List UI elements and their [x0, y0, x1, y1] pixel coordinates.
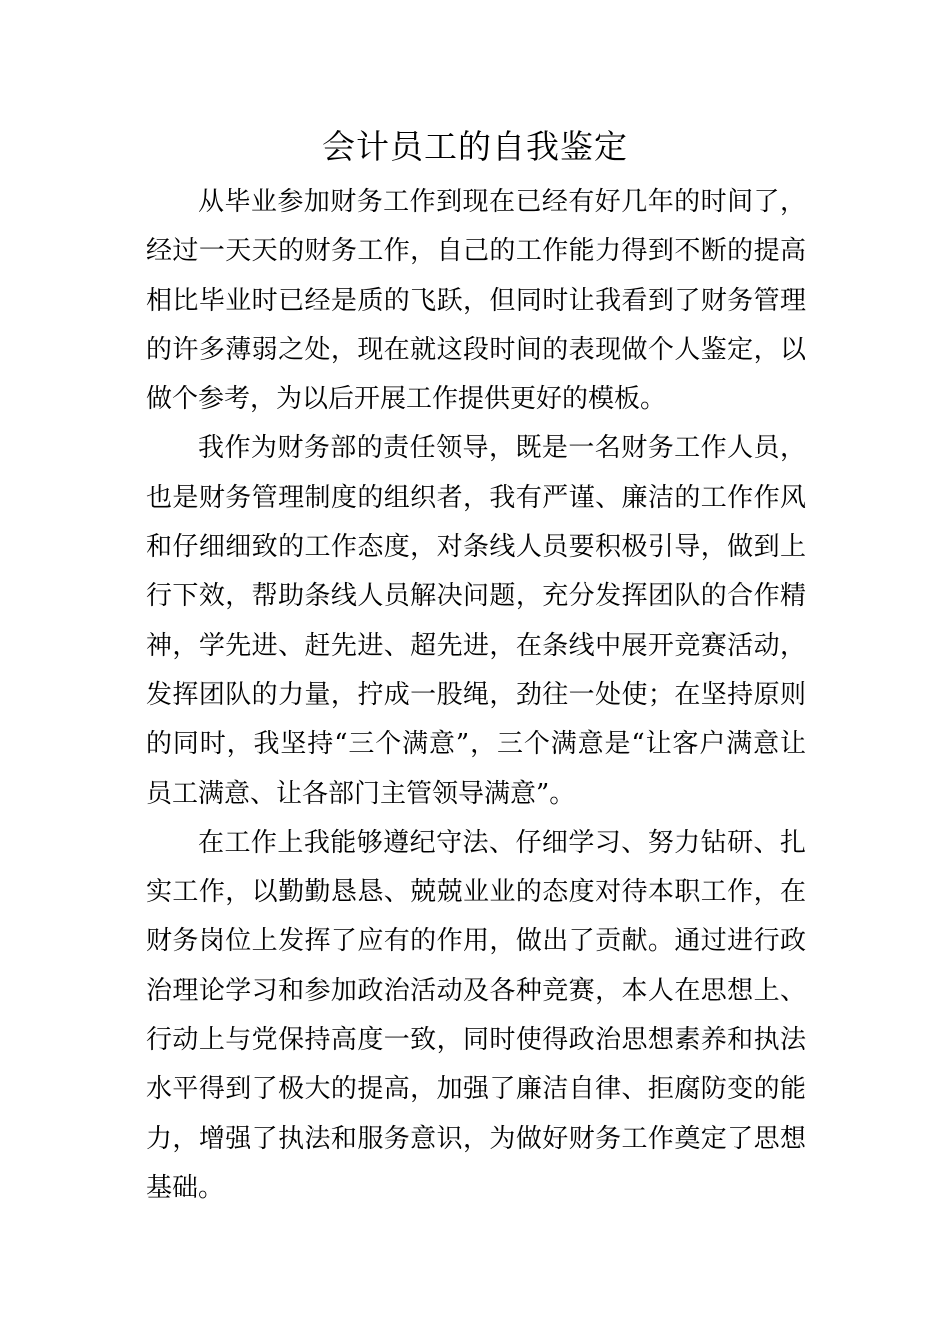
document-title: 会计员工的自我鉴定 [322, 127, 628, 166]
paragraph-2: 我作为财务部的责任领导，既是一名财务工作人员，也是财务管理制度的组织者，我有严谨、廉洁的工作作风和仔细细致的工作态度，对条线人员要积极引导，做到上行下效，帮助条线人员解决问题，充分发挥团队的合作精神，学先进、赶先进、超先进，在条线中展开竞赛活动，发挥团队的力量，拧成一股绳，劲往一处使；在坚持原则的同时，我坚持“三个满意”，三个满意是“让客户满意让员工满意、让各部门主管领导满意”。 [146, 433, 806, 809]
paragraph-1: 从毕业参加财务工作到现在已经有好几年的时间了，经过一天天的财务工作，自己的工作能力得到不断的提高相比毕业时已经是质的飞跃，但同时让我看到了财务管理的许多薄弱之处，现在就这段时间的表现做个人鉴定，以做个参考，为以后开展工作提供更好的模板。 [146, 187, 806, 415]
document-body [146, 178, 806, 1213]
paragraph-3: 在工作上我能够遵纪守法、仔细学习、努力钻研、扎实工作，以勤勤恳恳、兢兢业业的态度对待本职工作，在财务岗位上发挥了应有的作用，做出了贡献。通过进行政治理论学习和参加政治活动及各种竞赛，本人在思想上、行动上与党保持高度一致，同时使得政治思想素养和执法水平得到了极大的提高，加强了廉洁自律、拒腐防变的能力，增强了执法和服务意识，为做好财务工作奠定了思想基础。 [146, 827, 806, 1203]
